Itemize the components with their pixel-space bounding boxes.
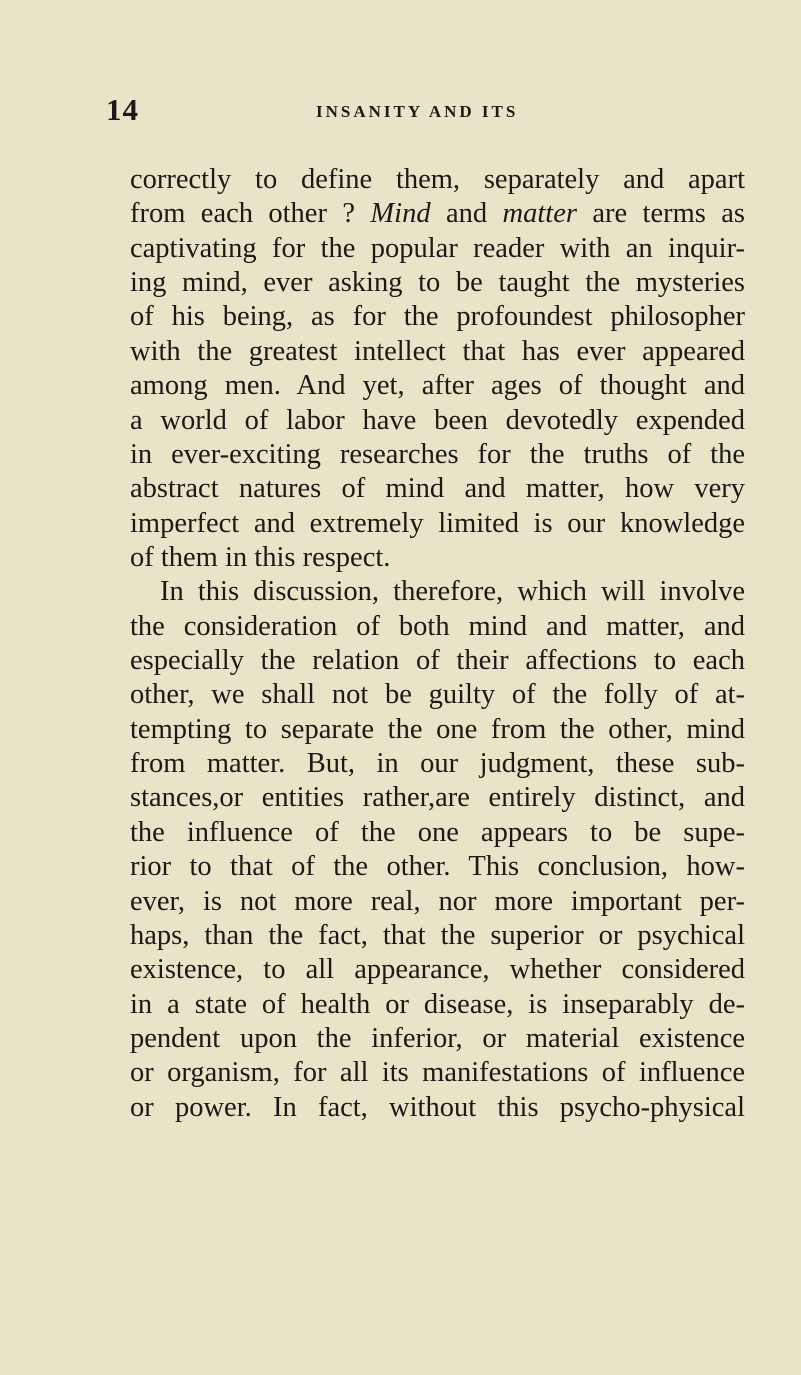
text-line: ing mind, ever asking to be taught the mysteries [130,267,745,299]
body-text [130,163,745,1125]
text-fragment: are terms as [576,198,745,230]
text-line: ever, is not more real, nor more important per- [130,885,745,917]
text-line: other, we shall not be guilty of the folly of at- [130,679,745,711]
text-line: stances,or entities rather,are entirely distinct, and [130,782,745,814]
text-line: a world of labor have been devotedly expended [130,404,745,436]
text-line: rior to that of the other. This conclusion, how- [130,851,745,883]
text-line [130,197,745,231]
text-line: of them in this respect. [130,541,391,573]
text-line: of his being, as for the profoundest philosopher [130,301,745,333]
text-line: in a state of health or disease, is inseparably de- [130,988,745,1020]
text-line: especially the relation of their affections to each [130,645,745,677]
text-line: pendent upon the inferior, or material existence [130,1022,745,1054]
text-line: correctly to define them, separately and apart [130,164,745,195]
text-line: or power. In fact, without this psycho-physical [130,1091,745,1123]
text-line: with the greatest intellect that has ever appeared [130,335,745,367]
paragraph-start-line: In this discussion, therefore, which will involve [160,576,745,608]
emphasis-matter: matter [502,198,577,230]
emphasis-mind: Mind [370,198,431,230]
page-number: 14 [106,92,139,127]
text-line: imperfect and extremely limited is our knowledge [130,507,745,539]
text-line: the consideration of both mind and matter, and [130,610,745,642]
text-line: abstract natures of mind and matter, how very [130,473,745,505]
text-line: the influence of the one appears to be supe- [130,816,745,848]
text-line: or organism, for all its manifestations of influence [130,1057,745,1089]
text-line: existence, to all appearance, whether considered [130,954,745,986]
page-header [106,92,746,132]
text-line: captivating for the popular reader with an inquir- [130,232,745,264]
text-line: haps, than the fact, that the superior or psychical [130,919,745,951]
text-fragment: and [430,198,503,230]
text-line: from matter. But, in our judgment, these sub- [130,748,745,780]
text-line: among men. And yet, after ages of thought and [130,370,745,402]
text-line: in ever-exciting researches for the truths of the [130,438,745,470]
text-line: tempting to separate the one from the other, mind [130,713,745,745]
text-fragment: from each other ? [130,198,371,230]
running-head: INSANITY AND ITS [316,102,519,121]
